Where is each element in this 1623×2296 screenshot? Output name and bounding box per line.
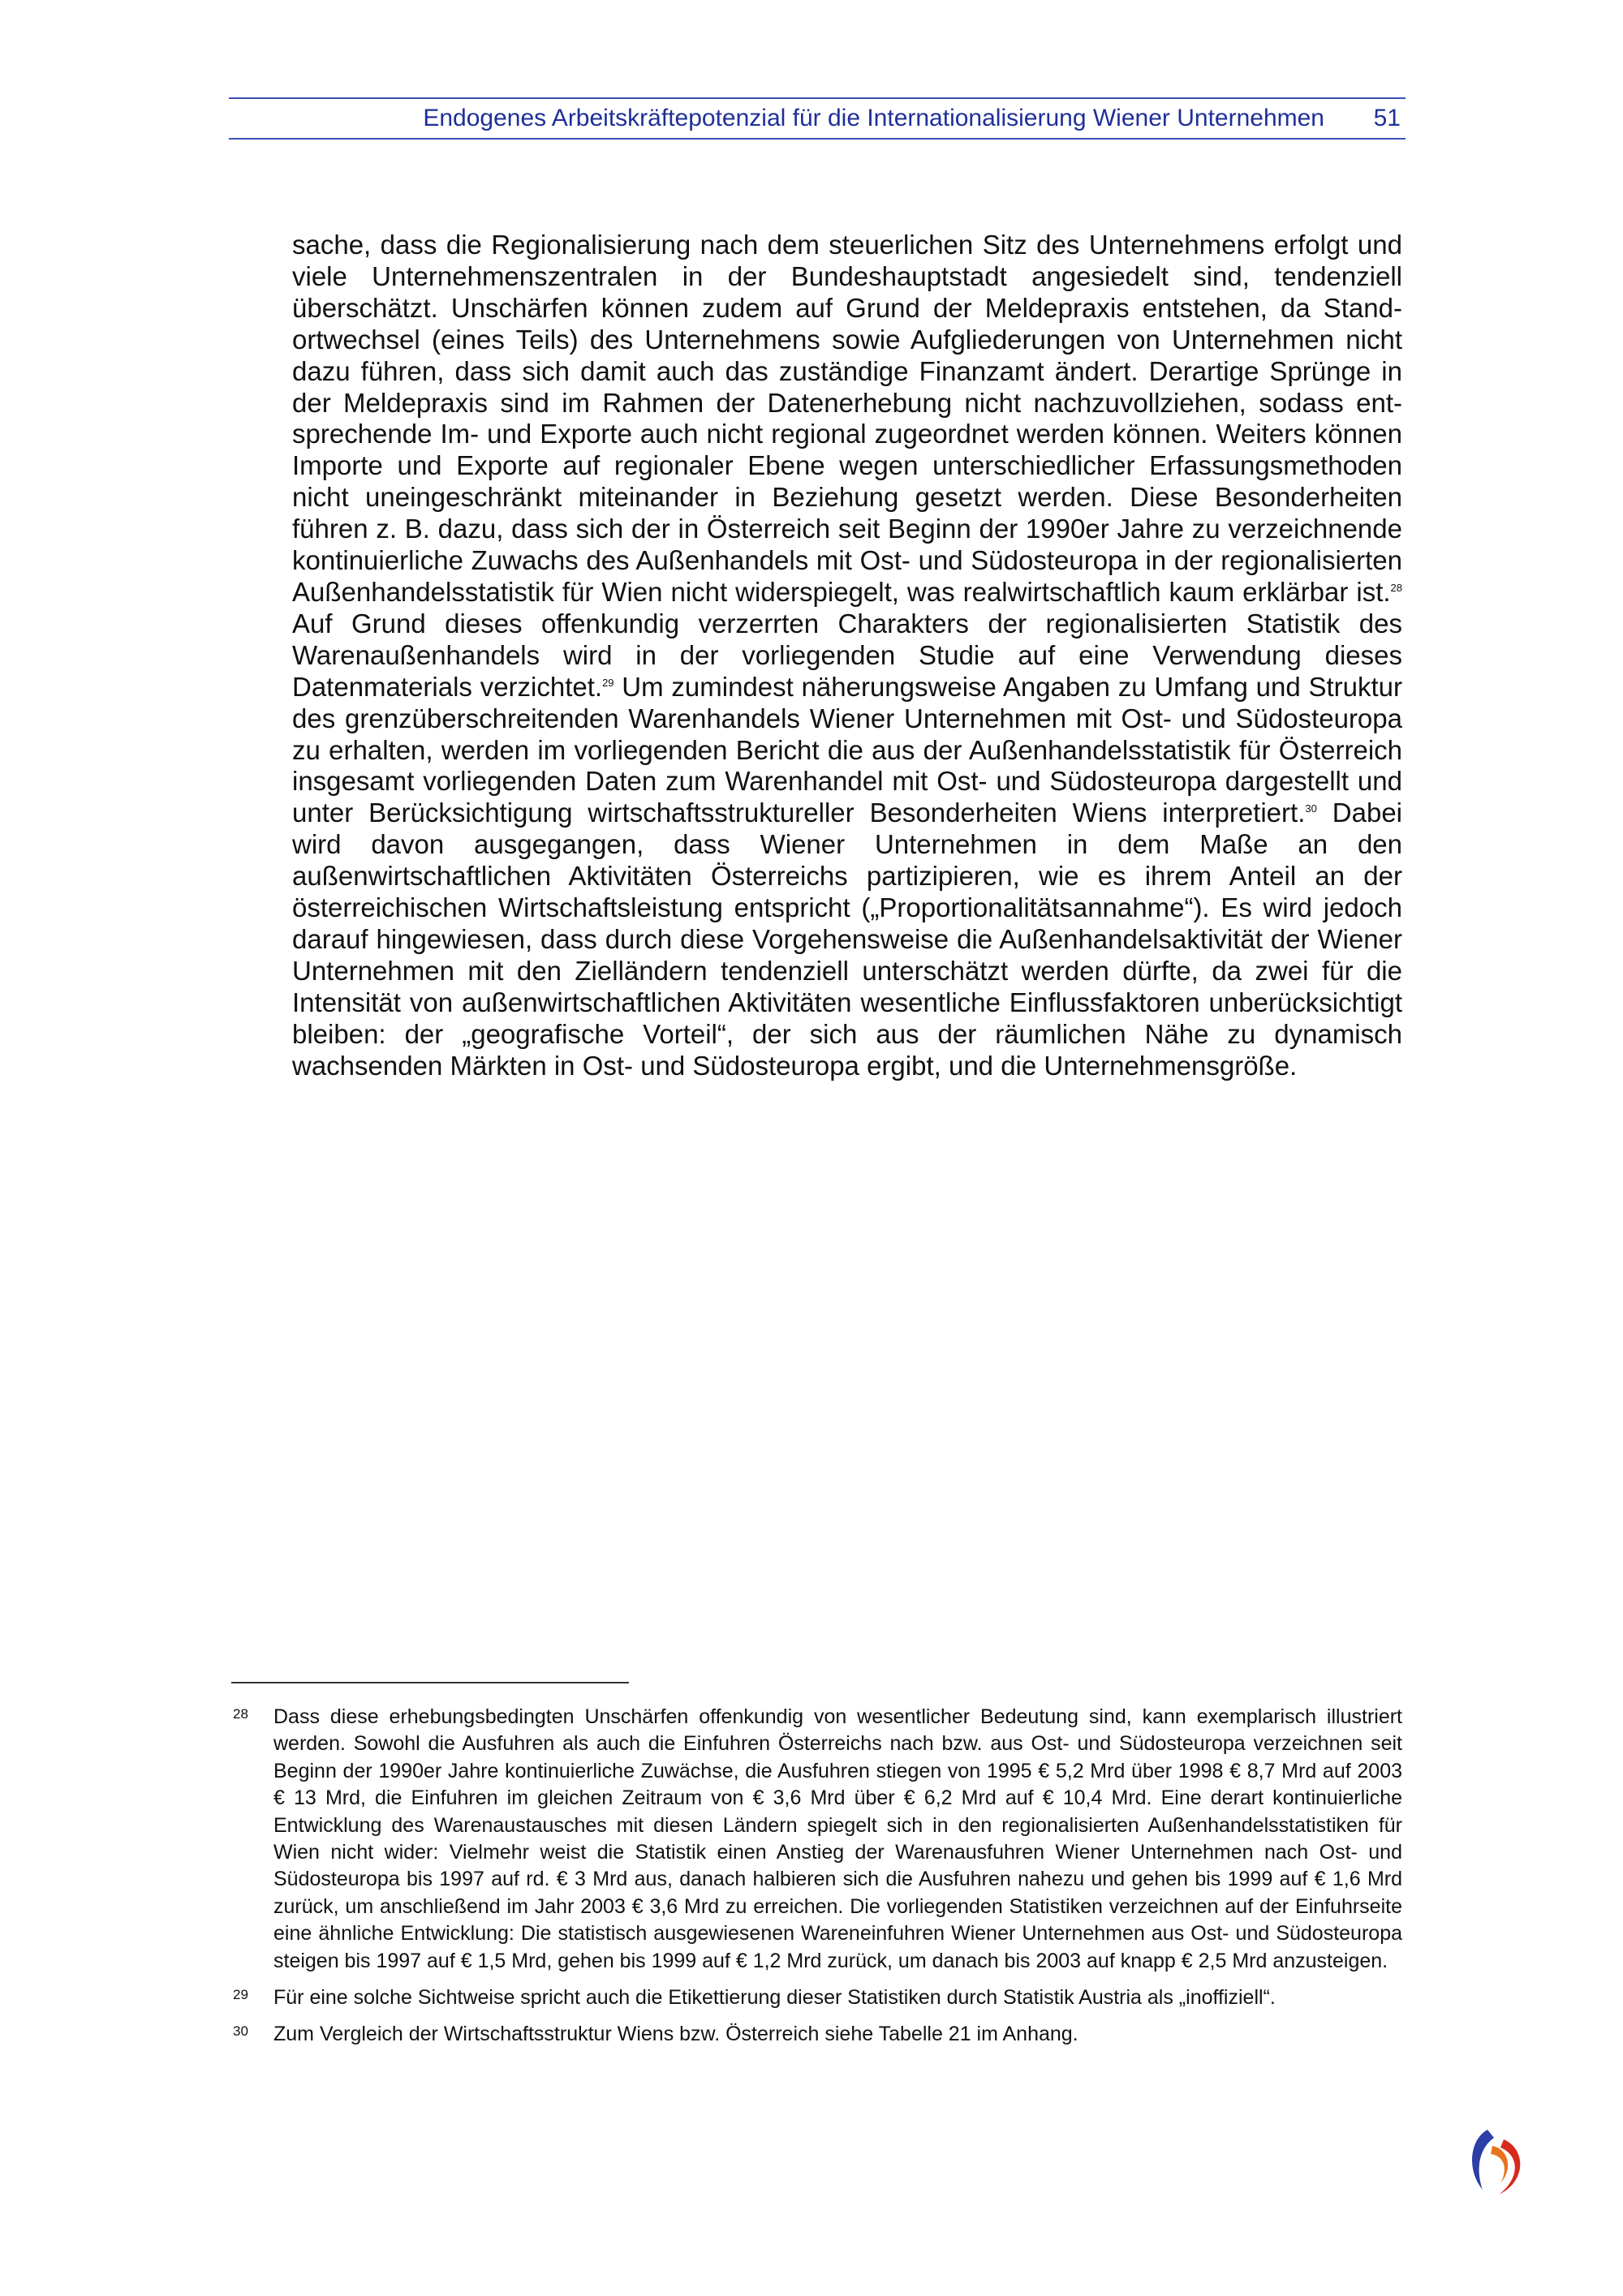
footnote-text: Dass diese erhebungsbedingten Unschärfen offenkundig von wesentlicher Bedeutung sind, kann exemplarisch illustriert werden. Sowohl die Ausfuhren als auch die Einfuhren Österreichs nach bzw. aus Ost- und Südosteuropa verzeichnen seit Beginn der 1990er Jahre kontinuierliche Zuwächse, die Ausfuhren stiegen von 1995 € 5,2 Mrd über 1998 € 8,7 Mrd auf 2003 € 13 Mrd, die Einfuhren im gleichen Zeitraum von € 3,6 Mrd über € 6,2 Mrd auf € 10,4 Mrd. Eine derart kontinuierliche Entwicklung des Warenaustausches mit diesen Ländern spiegelt sich in den regionalisierten Außenhandelsstatistiken für Wien nicht wider: Vielmehr weist die Statistik einen Anstieg der Warenausfuhren Wiener Unternehmen nach Ost- und Südosteuropa bis 1997 auf rd. € 3 Mrd aus, danach halbieren sich die Ausfuhren nahezu und gehen bis 1999 auf € 1,6 Mrd zurück, um anschließend im Jahr 2003 € 3,6 Mrd zu erreichen. Die vorliegenden Statistiken verzeichnen auf der Einfuhrseite eine ähnliche Entwicklung: Die statistisch ausgewiesenen Wareneinfuhren Wiener Unternehmen aus Ost- und Südosteuropa steigen bis 1997 auf € 1,5 Mrd, gehen bis 1999 auf € 1,2 Mrd zurück, um danach bis 2003 auf knapp € 2,5 Mrd anzusteigen. bbox=[273, 1705, 1402, 1972]
footnote-number: 29 bbox=[233, 1987, 248, 2003]
body-text-segment: Dabei wird davon ausgegangen, dass Wiener Unternehmen in dem Maße an den außenwirtschaftlichen Aktivitäten Österreichs partizipieren, wie es ihrem Anteil an der österreichischen Wirtschaftsleistung entspricht („Proportionalitätsannahme“). Es wird jedoch darauf hingewiesen, dass durch diese Vorgehensweise die Außenhandelsaktivität der Wiener Unternehmen mit den Zielländern tendenziell unterschätzt werden dürfte, da zwei für die Intensität von außenwirtschaftlichen Aktivitäten wesentliche Einflussfaktoren unberücksichtigt bleiben: der „geografische Vorteil“, der sich aus der räumlichen Nähe zu dynamisch wachsenden Märkten in Ost- und Südosteuropa ergibt, und die Unternehmensgröße. bbox=[292, 798, 1402, 1081]
footnote-ref-29[interactable]: 29 bbox=[602, 676, 614, 689]
footnote-ref-30[interactable]: 30 bbox=[1305, 802, 1317, 815]
footnote-number: 28 bbox=[233, 1706, 248, 1722]
body-text-segment: Auf Grund dieses offenkundig verzerrten Charakters der regionalisierten Statistik des Warenaußenhandels wird in der vorliegenden Studie auf eine Verwendung dieses Datenmaterials verzichtet. bbox=[292, 608, 1402, 702]
body-text-segment: Um zumindest näherungsweise Angaben zu Umfang und Struktur des grenzüberschreitenden Warenhandels Wiener Unternehmen mit Ost- und Südosteuropa zu erhalten, werden im vorliegenden Bericht die aus der Außenhandelsstatistik für Österreich insgesamt vorliegenden Daten zum Warenhandel mit Ost- und Südosteuropa dargestellt und unter Berücksichtigung wirtschaftsstruktureller Besonderheiten Wiens interpretiert. bbox=[292, 671, 1402, 828]
running-header bbox=[229, 97, 1406, 140]
body-paragraph bbox=[292, 230, 1402, 1081]
page-number: 51 bbox=[1373, 105, 1401, 131]
body-text-segment: sache, dass die Regionalisierung nach dem steuerlichen Sitz des Unternehmens erfolgt und viele Unternehmenszentralen in der Bundeshauptstadt angesiedelt sind, tendenziell überschätzt. Unschärfen können zudem auf Grund der Meldepraxis entstehen, da Standortwechsel (eines Teils) des Unternehmens sowie Aufgliederungen von Unternehmen nicht dazu führen, dass sich damit auch das zuständige Finanzamt ändert. Derartige Sprünge in der Meldepraxis sind im Rahmen der Datenerhebung nicht nachzuvollziehen, sodass entsprechende Im- und Exporte auch nicht regional zugeordnet werden können. Weiters können Importe und Exporte auf regionaler Ebene wegen unterschiedlicher Erfassungsmethoden nicht uneingeschränkt miteinander in Beziehung gesetzt werden. Diese Besonderheiten führen z. B. dazu, dass sich der in Österreich seit Beginn der 1990er Jahre zu verzeichnende kontinuierliche Zuwachs des Außenhandels mit Ost- und Südosteuropa in der regionalisierten Außenhandelsstatistik für Wien nicht widerspiegelt, was realwirtschaftlich kaum erklärbar ist. bbox=[292, 230, 1402, 607]
footnote-28 bbox=[231, 1704, 1402, 1975]
logo-red-arc bbox=[1499, 2139, 1520, 2195]
logo-blue-arc bbox=[1472, 2130, 1494, 2190]
logo-orange-arc bbox=[1491, 2146, 1508, 2183]
publisher-logo-icon bbox=[1463, 2122, 1528, 2199]
footnote-29 bbox=[231, 1984, 1402, 2011]
footnotes bbox=[231, 1704, 1402, 2058]
footnote-30 bbox=[231, 2021, 1402, 2048]
footnote-number: 30 bbox=[233, 2023, 248, 2040]
header-title: Endogenes Arbeitskräftepotenzial für die Internationalisierung Wiener Unternehmen bbox=[423, 105, 1324, 131]
footnote-ref-28[interactable]: 28 bbox=[1390, 581, 1402, 594]
footnote-text: Für eine solche Sichtweise spricht auch die Etikettierung dieser Statistiken durch Statistik Austria als „inoffiziell“. bbox=[273, 1986, 1276, 2010]
footnote-text: Zum Vergleich der Wirtschaftsstruktur Wiens bzw. Österreich siehe Tabelle 21 im Anhang. bbox=[273, 2023, 1078, 2046]
footnote-divider bbox=[231, 1682, 629, 1683]
